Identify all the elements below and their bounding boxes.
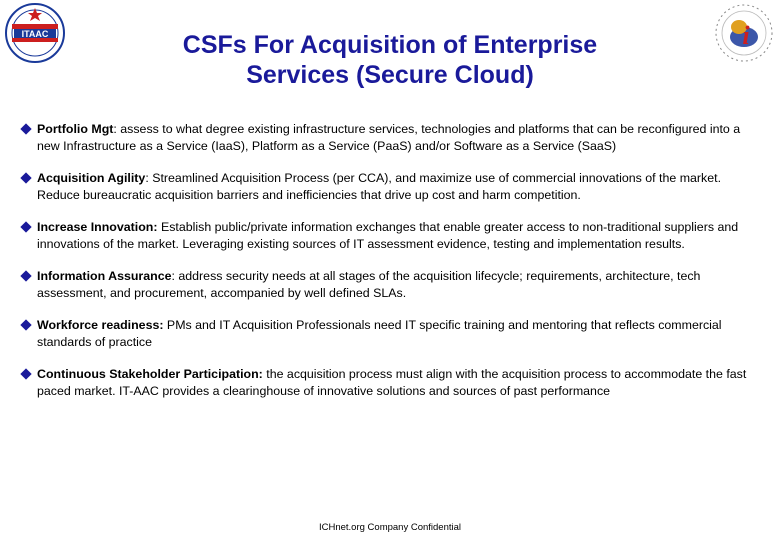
bullet-text: : address security needs at all stages of the acquisition lifecycle; requirements, architecture, tech assessment, and procurement, accompanied by well defined SLAs. (37, 269, 701, 300)
title-line-2: Services (Secure Cloud) (246, 61, 534, 89)
bullet-text: the acquisition process must align with the acquisition process to accommodate the fast paced market. IT-AAC provides a clearinghouse of innovative solutions and sources of past performance (37, 367, 747, 398)
bullet-item-information-assurance (20, 268, 760, 302)
bullet-list (20, 121, 760, 400)
bullet-item-stakeholder (20, 366, 760, 400)
bullet-lead: Portfolio Mgt (37, 122, 114, 136)
bullet-text: Establish public/private information exchanges that enable greater access to non-traditional suppliers and innovations of the market. Leveraging existing sources of IT assessment evidence, testing and implementation results. (37, 220, 739, 251)
bullet-text: : Streamlined Acquisition Process (per CCA), and maximize use of commercial innovations of the market. Reduce bureaucratic acquisition barriers and inefficiencies that drive up cost and harm competition. (37, 171, 722, 202)
clearinghouse-logo (713, 2, 775, 64)
diamond-bullet-icon (20, 270, 31, 281)
diamond-bullet-icon (20, 123, 31, 134)
diamond-bullet-icon (20, 172, 31, 183)
bullet-item-innovation (20, 219, 760, 253)
diamond-bullet-icon (20, 319, 31, 330)
title-line-1: CSFs For Acquisition of Enterprise (182, 31, 598, 59)
itaac-logo-text: ITAAC (21, 29, 49, 39)
itaac-logo (4, 2, 66, 64)
footer-confidential: ICHnet.org Company Confidential (318, 522, 462, 533)
bullet-lead: Continuous Stakeholder Participation: (37, 367, 263, 381)
page-title (90, 30, 690, 90)
diamond-bullet-icon (20, 368, 31, 379)
bullet-item-acquisition-agility (20, 170, 760, 204)
bullet-text: : assess to what degree existing infrastructure services, technologies and platforms that can be reconfigured into a new Infrastructure as a Service (IaaS), Platform as a Service (PaaS) and/or Software as a Service (SaaS) (37, 122, 741, 153)
bullet-item-workforce (20, 317, 760, 351)
bullet-text: PMs and IT Acquisition Professionals need IT specific training and mentoring that reflects commercial standards of practice (37, 318, 722, 349)
bullet-lead: Acquisition Agility (37, 171, 146, 185)
clearinghouse-logo-text: i (742, 21, 750, 50)
diamond-bullet-icon (20, 221, 31, 232)
bullet-lead: Workforce readiness: (37, 318, 164, 332)
bullet-lead: Increase Innovation: (37, 220, 158, 234)
bullet-lead: Information Assurance (37, 269, 172, 283)
bullet-item-portfolio (20, 121, 760, 155)
